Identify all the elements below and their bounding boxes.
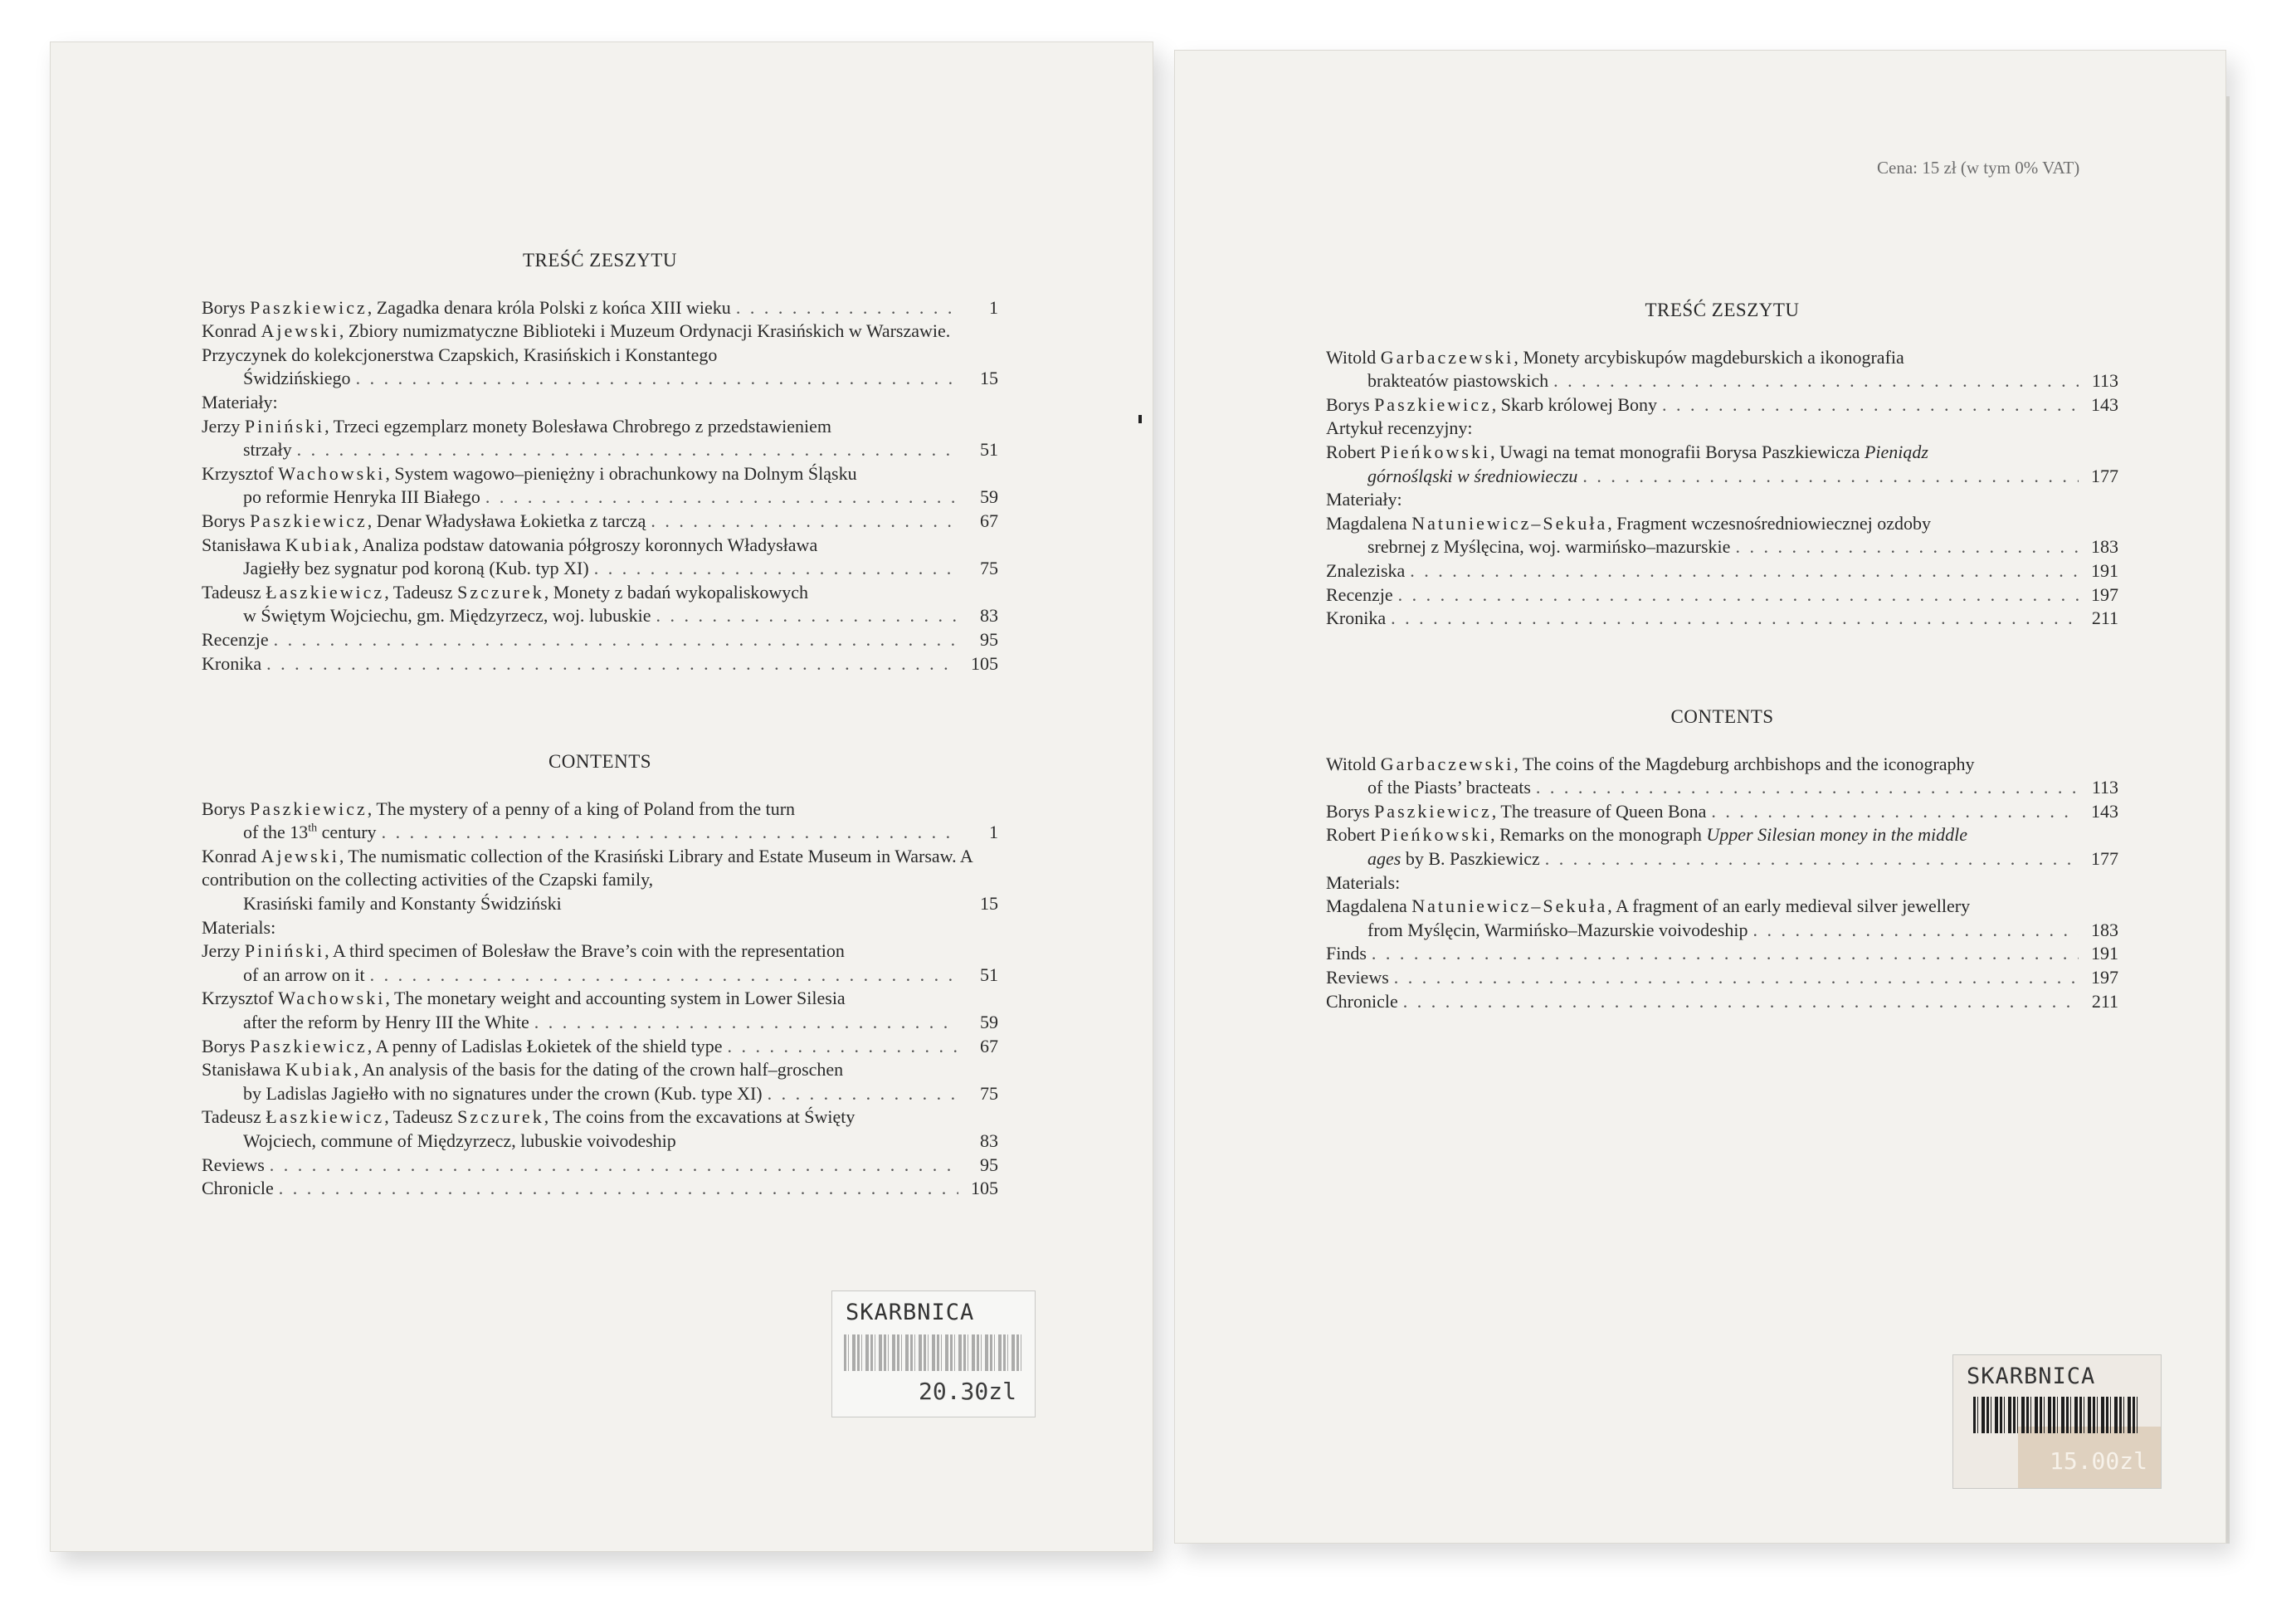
right-tresc-section xyxy=(1326,299,2118,631)
toc-entry: Kronika . . . 105 xyxy=(202,652,998,676)
page-number: 15 xyxy=(980,368,998,389)
page-number: 67 xyxy=(980,1035,998,1056)
section-label: Materials: xyxy=(1326,871,1401,893)
cover-mark xyxy=(1138,415,1142,423)
page-number: 191 xyxy=(2091,559,2118,581)
page-number: 191 xyxy=(2091,943,2118,964)
cover-price: Cena: 15 zł (w tym 0% VAT) xyxy=(1877,158,2080,178)
toc-entry: Kronika . . . 211 xyxy=(1326,607,2118,631)
section-label: Materials: xyxy=(202,916,276,938)
page-number: 59 xyxy=(980,486,998,508)
page-number: 211 xyxy=(2091,990,2118,1012)
right-tresc-heading: TREŚĆ ZESZYTU xyxy=(1645,300,1800,320)
toc-entry: Borys Paszkiewicz, Denar Władysława Łokietka z tarczą . . . 67 xyxy=(202,510,998,534)
toc-entry: Magdalena Natuniewicz–Sekuła, Fragment wczesnośredniowiecznej ozdoby srebrnej z Myślęcina, woj. warmińsko–mazurskie . . . 183 xyxy=(1326,512,2118,559)
page-number: 51 xyxy=(980,439,998,461)
toc-entry: Konrad Ajewski, Zbiory numizmatyczne Biblioteki i Muzeum Ordynacji Krasińskich w Warszawie. Przyczynek do kolekcjonerstwa Czapskich, Krasińskich i Konstantego Świdzińskiego . . . 15 xyxy=(202,320,998,391)
page-number: 1 xyxy=(989,822,998,843)
right-contents-section xyxy=(1326,705,2118,1013)
left-contents-section xyxy=(202,750,998,1201)
page-number: 197 xyxy=(2091,966,2118,988)
sticker-price: 20.30zl xyxy=(918,1378,1016,1405)
page-number: 177 xyxy=(2091,465,2118,486)
page-number: 51 xyxy=(980,964,998,985)
toc-entry: Jerzy Piniński, Trzeci egzemplarz monety Bolesława Chrobrego z przedstawieniem strzały . . . 51 xyxy=(202,415,998,462)
toc-entry: Krzysztof Wachowski, The monetary weight and accounting system in Lower Silesia after the reform by Henry III the White . . . 59 xyxy=(202,987,998,1034)
toc-entry: Reviews . . . 197 xyxy=(1326,966,2118,990)
page-number: 95 xyxy=(980,628,998,650)
page-number: 143 xyxy=(2091,800,2118,822)
toc-entry: Magdalena Natuniewicz–Sekuła, A fragment of an early medieval silver jewellery from Myślęcin, Warmińsko–Mazurskie voivodeship . . . 183 xyxy=(1326,895,2118,942)
right-contents-heading: CONTENTS xyxy=(1670,706,1774,727)
toc-entry: Robert Pieńkowski, Remarks on the monograph Upper Silesian money in the middle ages by B. Paszkiewicz . . . 177 xyxy=(1326,823,2118,871)
sticker-brand: SKARBNICA xyxy=(846,1300,975,1325)
price-sticker-left xyxy=(831,1290,1036,1417)
toc-entry: Tadeusz Łaszkiewicz, Tadeusz Szczurek, The coins from the excavations at Święty Wojciech, commune of Międzyrzecz, lubuskie voivodeship 83 xyxy=(202,1105,998,1153)
sticker-brand: SKARBNICA xyxy=(1967,1364,2096,1389)
toc-entry: Finds . . . 191 xyxy=(1326,942,2118,966)
page-number: 177 xyxy=(2091,847,2118,869)
page-number: 15 xyxy=(980,892,998,914)
toc-entry: Konrad Ajewski, The numismatic collection of the Krasiński Library and Estate Museum in Warsaw. A contribution on the collecting activities of the Czapski family, Krasiński family and Konstanty Świdziński 15 xyxy=(202,845,998,916)
section-label: Materiały: xyxy=(1326,489,1402,510)
toc-entry: Jerzy Piniński, A third specimen of Bolesław the Brave’s coin with the representation of an arrow on it . . . 51 xyxy=(202,939,998,987)
toc-entry: Borys Paszkiewicz, Zagadka denara króla Polski z końca XIII wieku . . . 1 xyxy=(202,296,998,320)
toc-entry: Witold Garbaczewski, Monety arcybiskupów magdeburskich a ikonografia brakteatów piastowskich . . . 113 xyxy=(1326,346,2118,393)
page-number: 183 xyxy=(2091,536,2118,558)
toc-entry: Borys Paszkiewicz, Skarb królowej Bony . . . 143 xyxy=(1326,393,2118,417)
toc-entry: Robert Pieńkowski, Uwagi na temat monografii Borysa Paszkiewicza Pieniądz górnośląski w średniowieczu . . . 177 xyxy=(1326,441,2118,488)
page-number: 95 xyxy=(980,1154,998,1175)
page-number: 113 xyxy=(2091,777,2118,798)
barcode-icon xyxy=(1973,1397,2139,1433)
page-number: 143 xyxy=(2091,393,2118,415)
toc-entry: Borys Paszkiewicz, The treasure of Queen Bona . . . 143 xyxy=(1326,800,2118,824)
left-tresc-section xyxy=(202,249,998,676)
toc-entry: Chronicle . . . 211 xyxy=(1326,990,2118,1014)
toc-entry: Tadeusz Łaszkiewicz, Tadeusz Szczurek, Monety z badań wykopaliskowych w Świętym Wojciechu, gm. Międzyrzecz, woj. lubuskie . . . 83 xyxy=(202,581,998,628)
toc-entry: Stanisława Kubiak, Analiza podstaw datowania półgroszy koronnych Władysława Jagiełły bez sygnatur pod koroną (Kub. typ XI) . . . 75 xyxy=(202,534,998,581)
toc-entry: Krzysztof Wachowski, System wagowo–pieniężny i obrachunkowy na Dolnym Śląsku po reformie Henryka III Białego . . . 59 xyxy=(202,462,998,510)
toc-entry: Chronicle . . . 105 xyxy=(202,1177,998,1201)
toc-entry: Reviews . . . 95 xyxy=(202,1154,998,1178)
page-number: 83 xyxy=(980,605,998,627)
section-label: Materiały: xyxy=(202,391,278,412)
page-number: 59 xyxy=(980,1011,998,1032)
section-label: Artykuł recenzyjny: xyxy=(1326,417,1473,439)
page-number: 113 xyxy=(2091,370,2118,392)
page-number: 83 xyxy=(980,1129,998,1151)
page-number: 105 xyxy=(971,652,998,674)
page-number: 183 xyxy=(2091,919,2118,940)
page-number: 1 xyxy=(989,296,998,318)
toc-entry: Witold Garbaczewski, The coins of the Magdeburg archbishops and the iconography of the Piasts’ bracteats . . . 113 xyxy=(1326,753,2118,800)
page-number: 105 xyxy=(971,1178,998,1199)
left-contents-heading: CONTENTS xyxy=(548,751,652,772)
page-number: 75 xyxy=(980,558,998,579)
toc-entry: Borys Paszkiewicz, A penny of Ladislas Łokietek of the shield type . . . 67 xyxy=(202,1035,998,1059)
toc-entry: Znaleziska . . . 191 xyxy=(1326,559,2118,583)
toc-entry: Borys Paszkiewicz, The mystery of a penny of a king of Poland from the turn of the 13th century . . . 1 xyxy=(202,798,998,845)
barcode-icon xyxy=(844,1334,1023,1371)
toc-entry: Recenzje . . . 95 xyxy=(202,628,998,652)
page-number: 211 xyxy=(2091,607,2118,629)
page-number: 67 xyxy=(980,510,998,531)
toc-entry: Recenzje . . . 197 xyxy=(1326,583,2118,607)
sticker-price: 15.00zl xyxy=(2049,1447,2147,1475)
left-tresc-heading: TREŚĆ ZESZYTU xyxy=(522,250,678,271)
toc-entry: Stanisława Kubiak, An analysis of the basis for the dating of the crown half–groschen by Ladislas Jagiełło with no signatures under the crown (Kub. type XI) . . . 75 xyxy=(202,1058,998,1105)
price-sticker-right xyxy=(1952,1354,2162,1489)
page-number: 75 xyxy=(980,1082,998,1104)
page-number: 197 xyxy=(2091,583,2118,605)
